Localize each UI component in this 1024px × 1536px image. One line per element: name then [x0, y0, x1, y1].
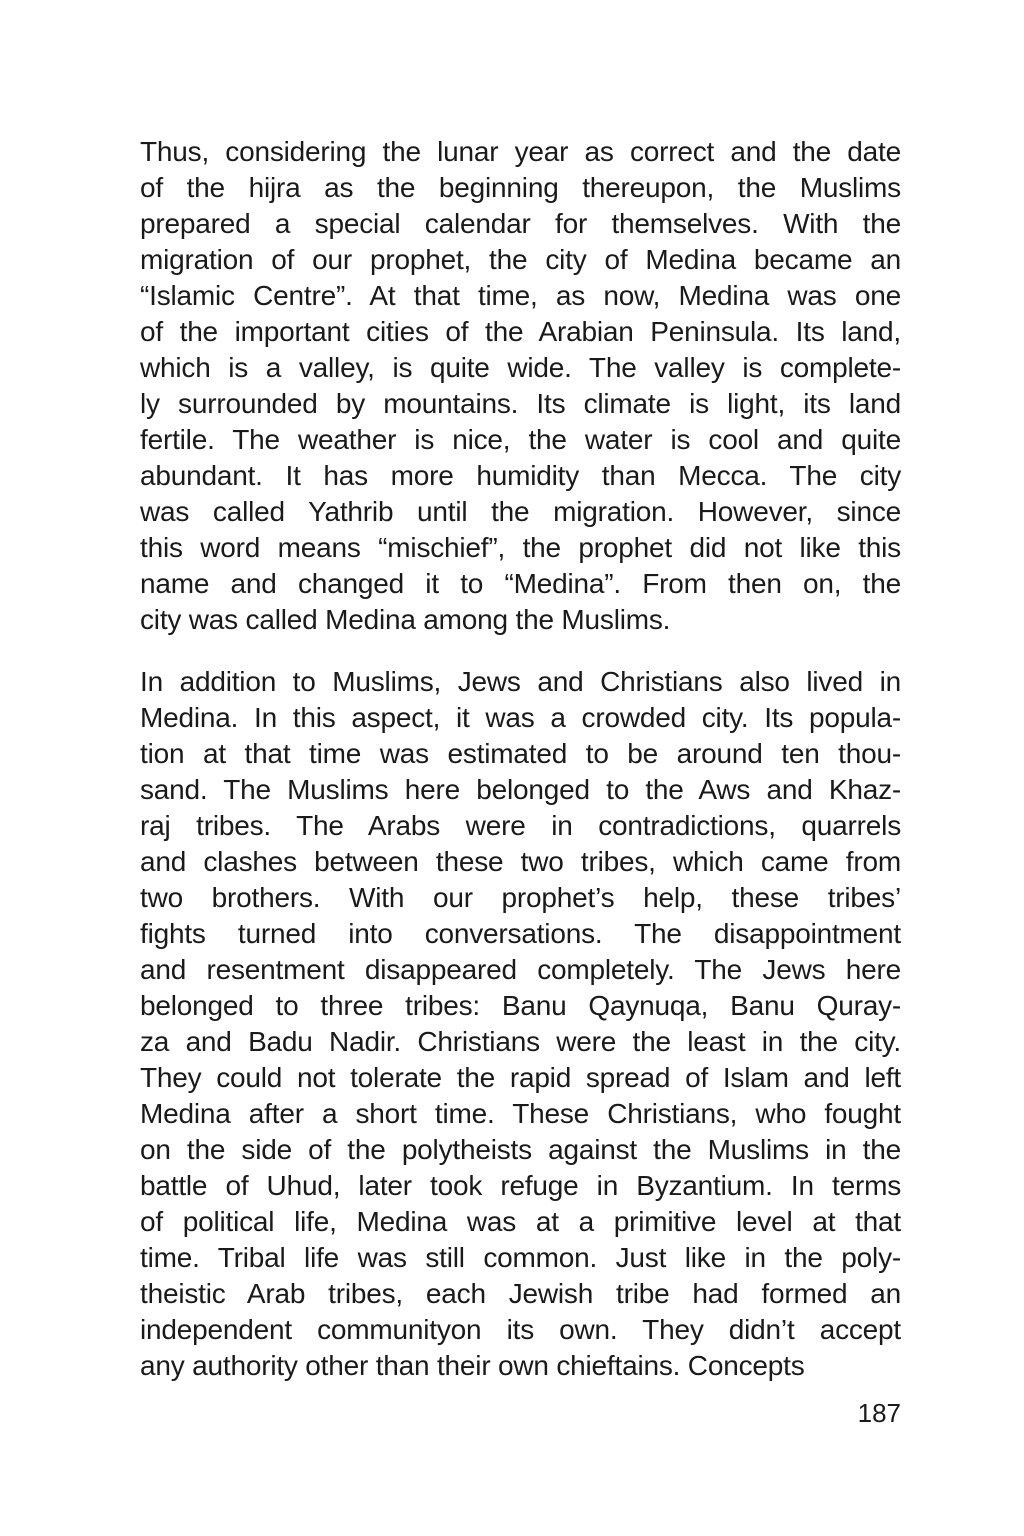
text-line: In addition to Muslims, Jews and Christians also lived in: [140, 666, 901, 697]
text-line: ly surrounded by mountains. Its climate is light, its land: [140, 388, 901, 419]
text-line: which is a valley, is quite wide. The valley is complete-: [140, 352, 901, 383]
text-line: sand. The Muslims here belonged to the Aws and Khaz-: [140, 774, 901, 805]
text-line: any authority other than their own chieftains. Concepts: [140, 1350, 805, 1381]
text-line: of the hijra as the beginning thereupon, the Muslims: [140, 172, 901, 203]
text-line: of political life, Medina was at a primitive level at that: [140, 1206, 901, 1237]
text-line: belonged to three tribes: Banu Qaynuqa, Banu Quray-: [140, 990, 901, 1021]
text-line: theistic Arab tribes, each Jewish tribe had formed an: [140, 1278, 901, 1309]
text-line: za and Badu Nadir. Christians were the least in the city.: [140, 1026, 901, 1057]
paragraph: [140, 134, 901, 638]
text-line: on the side of the polytheists against the Muslims in the: [140, 1134, 901, 1165]
text-line: was called Yathrib until the migration. However, since: [140, 496, 901, 527]
text-line: They could not tolerate the rapid spread of Islam and left: [140, 1062, 901, 1093]
text-line: and resentment disappeared completely. The Jews here: [140, 954, 901, 985]
text-line: Thus, considering the lunar year as correct and the date: [140, 136, 901, 167]
text-line: prepared a special calendar for themselves. With the: [140, 208, 901, 239]
text-line: “Islamic Centre”. At that time, as now, Medina was one: [140, 280, 901, 311]
text-line: fights turned into conversations. The disappointment: [140, 918, 901, 949]
text-line: abundant. It has more humidity than Mecca. The city: [140, 460, 901, 491]
text-line: Medina after a short time. These Christians, who fought: [140, 1098, 901, 1129]
text-line: Medina. In this aspect, it was a crowded city. Its popula-: [140, 702, 901, 733]
text-line: raj tribes. The Arabs were in contradictions, quarrels: [140, 810, 901, 841]
text-line: and clashes between these two tribes, which came from: [140, 846, 901, 877]
text-line: this word means “mischief”, the prophet did not like this: [140, 532, 901, 563]
text-line: fertile. The weather is nice, the water is cool and quite: [140, 424, 901, 455]
text-line: migration of our prophet, the city of Medina became an: [140, 244, 901, 275]
paragraph: [140, 664, 901, 1384]
text-line: of the important cities of the Arabian Peninsula. Its land,: [140, 316, 901, 347]
text-line: city was called Medina among the Muslims.: [140, 604, 671, 635]
page-number: 187: [857, 1398, 901, 1428]
text-line: two brothers. With our prophet’s help, these tribes’: [140, 882, 901, 913]
page-body-text: [140, 134, 901, 1384]
text-line: tion at that time was estimated to be around ten thou-: [140, 738, 901, 769]
text-line: battle of Uhud, later took refuge in Byzantium. In terms: [140, 1170, 901, 1201]
text-line: time. Tribal life was still common. Just like in the poly-: [140, 1242, 901, 1273]
text-line: name and changed it to “Medina”. From then on, the: [140, 568, 901, 599]
text-line: independent communityon its own. They didn’t accept: [140, 1314, 901, 1345]
